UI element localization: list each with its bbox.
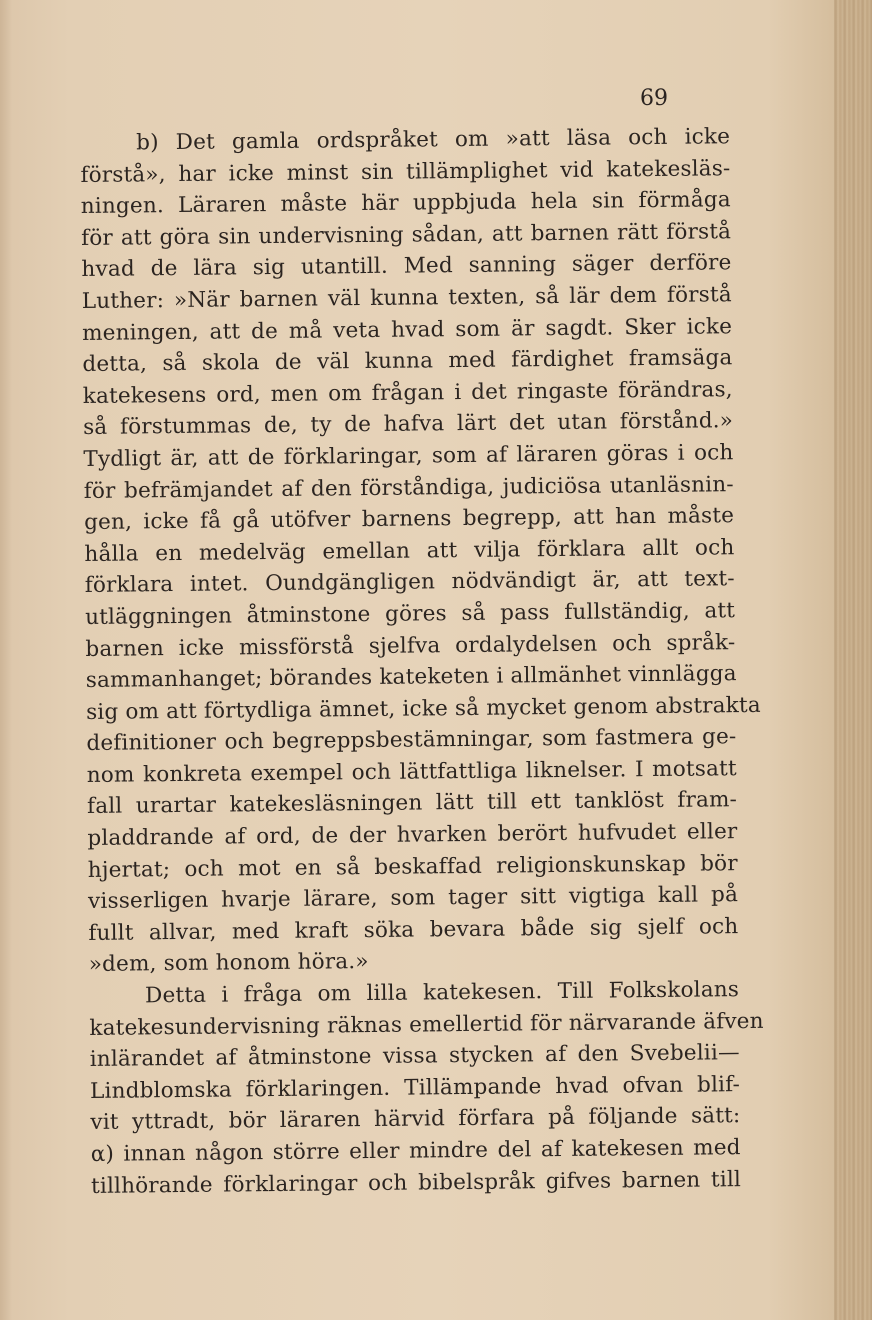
text-line: hålla en medelväg emellan att vilja förklara allt och (84, 534, 735, 567)
text-line: b) Det gamla ordspråket om »att läsa och icke (136, 124, 731, 156)
text-line: ningen. Läraren måste här uppbjuda hela sin förmåga (80, 187, 731, 220)
text-line: tillhörande förklaringar och bibelspråk gifves barnen till (90, 1166, 742, 1199)
text-line: inlärandet af åtminstone vissa stycken af den Svebelii— (89, 1040, 740, 1073)
text-line: nom konkreta exempel och lättfattliga liknelser. I motsatt (86, 756, 737, 788)
text-line: Lindblomska förklaringen. Tillämpande hvad ofvan blif- (89, 1071, 741, 1104)
text-line: fall urartar katekesläsningen lätt till ett tanklöst fram- (86, 787, 738, 820)
text-line: fullt allvar, med kraft söka bevara både sig sjelf och (88, 913, 739, 946)
text-line: utläggningen åtminstone göres så pass fullständig, att (84, 598, 736, 630)
text-line: hvad de lära sig utantill. Med sanning säger derföre (81, 250, 732, 283)
text-line: sammanhanget; börandes kateketen i allmänhet vinnlägga (85, 661, 737, 694)
text-line: visserligen hvarje lärare, som tager sitt vigtiga kall på (87, 882, 739, 915)
text-line: detta, så skola de väl kunna med färdighet framsäga (82, 345, 733, 378)
text-line: Luther: »När barnen väl kunna texten, så lär dem förstå (81, 282, 732, 314)
text-line: vit yttradt, bör läraren härvid förfara på följande sätt: (90, 1103, 741, 1136)
text-line: »dem, som honom höra.» (88, 949, 369, 978)
text-line: meningen, att de må veta hvad som är sagdt. Sker icke (82, 313, 733, 346)
text-line: barnen icke missförstå sjelfva ordalydelsen och språk- (85, 629, 736, 662)
page-number: 69 (640, 86, 668, 111)
text-line: katekesens ord, men om frågan i det ringaste förändras, (82, 376, 733, 409)
text-line: gen, icke få gå utöfver barnens begrepp, att han måste (84, 503, 735, 536)
body-text (80, 121, 764, 1202)
text-line: α) innan någon större eller mindre del af katekesen med (90, 1135, 741, 1167)
text-line: hjertat; och mot en så beskaffad religionskunskap bör (87, 850, 738, 883)
text-line: förklara intet. Oundgängligen nödvändigt är, att text- (84, 566, 735, 599)
text-line: så förstummas de, ty de hafva lärt det utan förstånd.» (83, 408, 734, 441)
text-line: katekesundervisning räknas emellertid för närvarande äfven (89, 1008, 764, 1041)
text-line: sig om att förtydliga ämnet, icke så mycket genom abstrakta (85, 692, 761, 725)
text-line: pladdrande af ord, de der hvarken berört hufvudet eller (87, 819, 738, 852)
page-left-edge (0, 0, 12, 1320)
text-line: Tydligt är, att de förklaringar, som af läraren göras i och (83, 440, 734, 472)
text-line: Detta i fråga om lilla katekesen. Till Folkskolans (144, 977, 740, 1009)
text-line: definitioner och begreppsbestämningar, som fastmera ge- (86, 724, 737, 757)
text-line: för att göra sin undervisning sådan, att barnen rätt förstå (81, 218, 732, 251)
text-line: för befrämjandet af den förståndiga, judiciösa utanläsnin- (83, 471, 734, 504)
text-line: förstå», har icke minst sin tillämplighet vid katekesläs- (80, 155, 731, 188)
book-binding-edge (834, 0, 872, 1320)
